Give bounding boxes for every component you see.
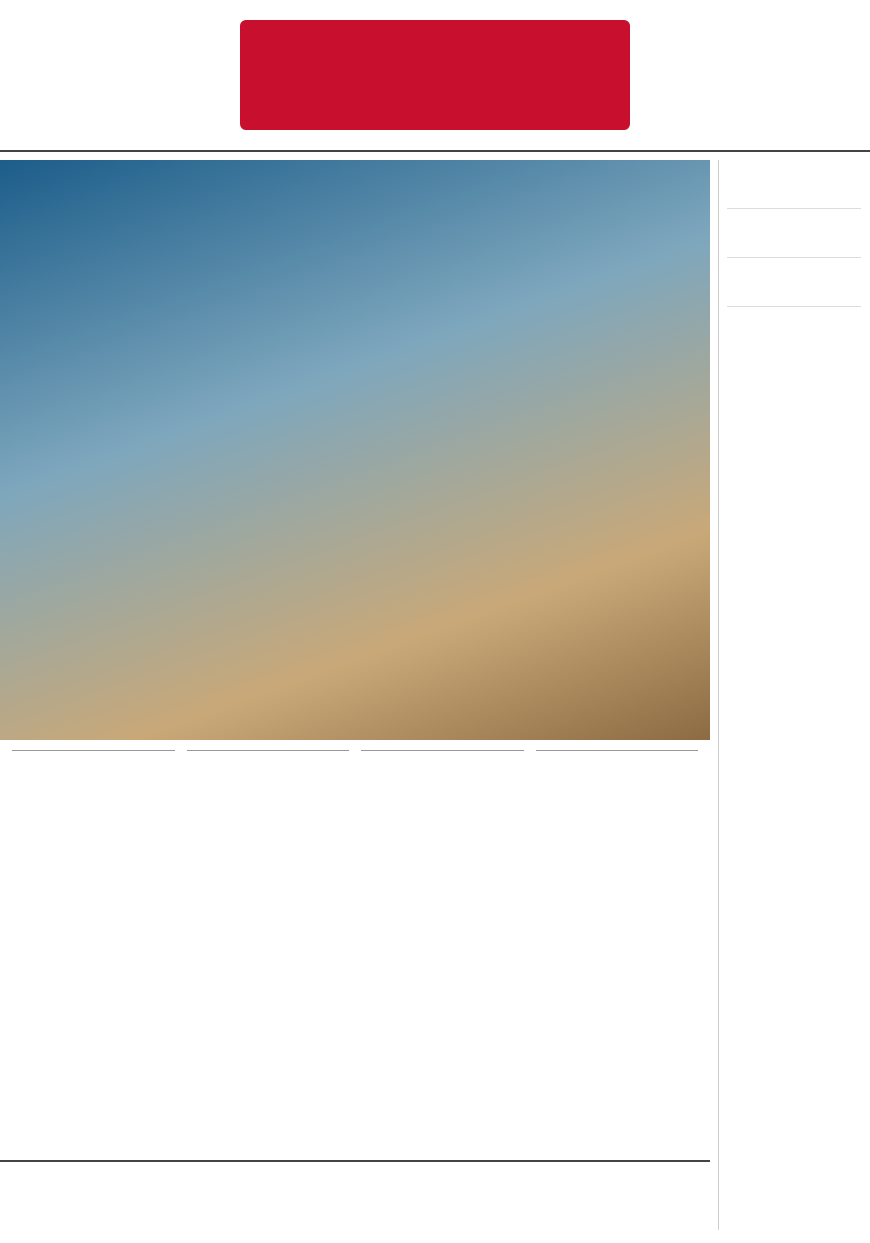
article-column bbox=[361, 750, 524, 1160]
article-column bbox=[12, 750, 175, 1160]
sidebar-block bbox=[727, 217, 861, 258]
sidebar-block bbox=[727, 266, 861, 307]
masthead-left-box bbox=[20, 20, 220, 130]
masthead-right-box bbox=[650, 20, 850, 130]
masthead bbox=[0, 0, 870, 152]
article-column bbox=[187, 750, 350, 1160]
article-columns bbox=[0, 750, 710, 1160]
footer bbox=[0, 1160, 710, 1232]
article-column bbox=[536, 750, 699, 1160]
masthead-logo bbox=[240, 20, 630, 130]
sidebar-block bbox=[727, 168, 861, 209]
lead-photo bbox=[0, 160, 710, 740]
sidebar bbox=[718, 160, 869, 1230]
